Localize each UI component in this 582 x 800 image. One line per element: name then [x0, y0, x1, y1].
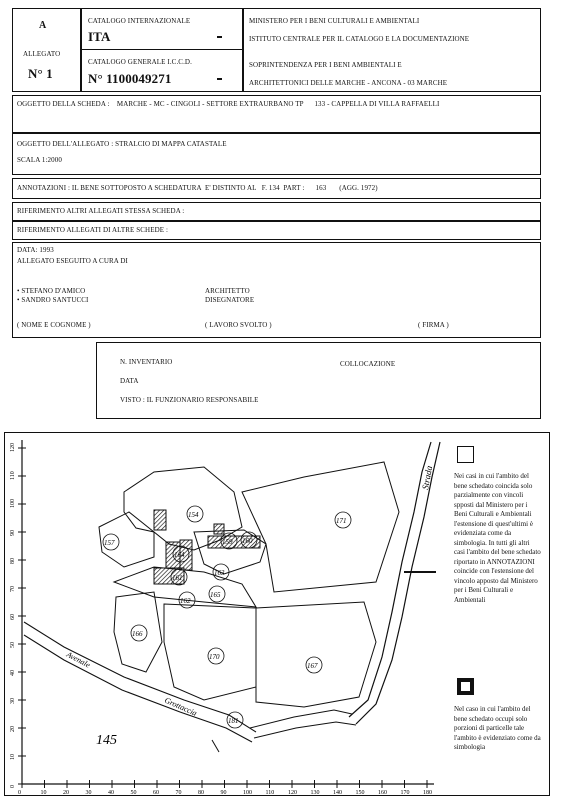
scala: SCALA 1:2000: [17, 156, 62, 164]
x-tick-label: 120: [288, 790, 297, 796]
parcel-number: 165: [210, 591, 221, 599]
cat-int-value: ITA: [88, 29, 111, 44]
building-1: [154, 510, 166, 530]
avenue-label-2: Grottaccia: [163, 695, 199, 718]
x-tick-label: 10: [40, 790, 47, 796]
inventario-label: N. INVENTARIO: [120, 358, 173, 366]
x-tick-label: 160: [378, 790, 387, 796]
building-6: [214, 524, 224, 534]
x-tick-label: 80: [198, 790, 204, 796]
parcel-number: 159: [222, 538, 233, 546]
cat-gen-dash: [217, 78, 222, 80]
inventario-box: [96, 342, 541, 419]
x-tick-label: 100: [243, 790, 252, 796]
x-tick-label: 0: [18, 790, 21, 796]
x-tick-label: 180: [423, 790, 432, 796]
allegato-letter: A: [39, 20, 47, 31]
nome-cognome-label: ( NOME E COGNOME ): [17, 321, 91, 329]
y-tick-label: 40: [10, 670, 16, 676]
cat-gen-value: N° 1100049271: [88, 71, 172, 86]
data-field-label: DATA: [120, 377, 139, 385]
y-tick-label: 120: [10, 443, 16, 452]
y-tick-label: 10: [10, 754, 16, 760]
x-tick-label: 170: [400, 790, 410, 796]
allegato-number: N° 1: [28, 66, 53, 81]
allegato-label: ALLEGATO: [23, 50, 61, 58]
data-line: DATA: 1993: [17, 246, 54, 254]
legend-symbol-empty: [457, 446, 474, 463]
cat-int-dash: [217, 36, 222, 38]
annotazioni: ANNOTAZIONI : IL BENE SOTTOPOSTO A SCHEDATURA E' DISTINTO AL F. 134 PART : 163 (AGG. 1972): [17, 184, 378, 192]
visto-label: VISTO : IL FUNZIONARIO RESPONSABILE: [120, 396, 259, 404]
legend-symbol-filled: [457, 678, 474, 695]
parcel-number: 163: [214, 569, 225, 577]
soprintendenza-line-2: ARCHITETTONICI DELLE MARCHE - ANCONA - 03 MARCHE: [249, 79, 448, 87]
y-tick-label: 90: [10, 530, 16, 536]
y-tick-label: 30: [10, 698, 16, 704]
x-tick-label: 140: [333, 790, 342, 796]
parcel-number: 162: [180, 597, 191, 605]
soprintendenza-line-1: SOPRINTENDENZA PER I BENI AMBIENTALI E: [249, 61, 402, 69]
y-tick-label: 50: [10, 642, 16, 648]
cat-gen-label: CATALOGO GENERALE I.C.C.D.: [88, 58, 192, 66]
parcel-number: 160: [242, 537, 253, 545]
rif-stessa-scheda: RIFERIMENTO ALTRI ALLEGATI STESSA SCHEDA :: [17, 207, 185, 215]
legend-text-1: Nei casi in cui l'ambito del bene schedato coincida solo parzialmente con vincoli spposti dal Ministero per i Beni Culturali e Ambientali l'estensione di quest'ultimi è evidenziata come da simbologia. In tutti gli altri casi l'ambito del bene schedato riportato in ANNOTAZIONI coincide con l'estensione del vincolo apposto dal Ministero per i Beni Culturali e Ambientali: [454, 472, 541, 604]
x-tick-label: 50: [130, 790, 137, 796]
parcel-145: 145: [96, 733, 117, 748]
oggetto-allegato: OGGETTO DELL'ALLEGATO : STRALCIO DI MAPPA CATASTALE: [17, 140, 227, 148]
y-tick-label: 110: [10, 471, 16, 480]
catalog-divider: [81, 49, 243, 50]
y-scale: [10, 443, 26, 788]
parcel-number: 166: [132, 630, 143, 638]
y-tick-label: 60: [10, 614, 16, 620]
collocazione-label: COLLOCAZIONE: [340, 360, 396, 368]
x-tick-label: 150: [355, 790, 365, 796]
parcel-number: 164: [174, 551, 185, 559]
parcel-number: 157: [104, 539, 115, 547]
x-tick-label: 130: [310, 790, 320, 796]
parcel-number: 167: [307, 662, 318, 670]
x-tick-label: 110: [265, 790, 275, 796]
y-tick-label: 0: [10, 785, 16, 788]
x-tick-label: 90: [220, 790, 227, 796]
rif-altre-schede: RIFERIMENTO ALLEGATI DI ALTRE SCHEDE :: [17, 226, 168, 234]
person-role-2: DISEGNATORE: [205, 296, 255, 304]
x-tick-label: 40: [108, 790, 114, 796]
y-tick-label: 100: [10, 499, 16, 508]
parcel-number: 154: [188, 511, 199, 519]
parcel-number: 181: [228, 717, 239, 725]
y-tick-label: 20: [10, 726, 16, 732]
parcel-number: 171: [336, 517, 347, 525]
x-tick-label: 60: [153, 790, 159, 796]
lavoro-svolto-label: ( LAVORO SVOLTO ): [205, 321, 272, 329]
cat-int-label: CATALOGO INTERNAZIONALE: [88, 17, 191, 25]
parcel-number: 161: [172, 574, 183, 582]
avenue-label-1: Avenale: [65, 649, 92, 670]
institute-text: ISTITUTO CENTRALE PER IL CATALOGO E LA DOCUMENTAZIONE: [249, 35, 470, 43]
y-tick-label: 70: [10, 586, 16, 592]
x-tick-label: 70: [175, 790, 182, 796]
x-tick-label: 30: [85, 790, 92, 796]
person-name-2: • SANDRO SANTUCCI: [17, 296, 89, 304]
parcel-number: 170: [209, 653, 220, 661]
x-scale: [18, 780, 432, 796]
legend-text-2: Nel caso in cui l'ambito del bene schedato occupi solo porzioni di particelle tale l'ambito è evidenziato come da simbologia: [454, 705, 541, 751]
y-tick-label: 80: [10, 558, 16, 564]
ministry-text: MINISTERO PER I BENI CULTURALI E AMBIENTALI: [249, 17, 420, 25]
x-tick-label: 20: [63, 790, 69, 796]
strada-label: Strada: [420, 464, 435, 491]
eseguito-label: ALLEGATO ESEGUITO A CURA DI: [17, 257, 128, 265]
person-role-1: ARCHITETTO: [205, 287, 250, 295]
oggetto-scheda: OGGETTO DELLA SCHEDA : MARCHE - MC - CINGOLI - SETTORE EXTRAURBANO TP 133 - CAPPELLA DI VILLA RAFFAELLI: [17, 100, 440, 108]
firma-label: ( FIRMA ): [418, 321, 449, 329]
person-name-1: • STEFANO D'AMICO: [17, 287, 86, 295]
